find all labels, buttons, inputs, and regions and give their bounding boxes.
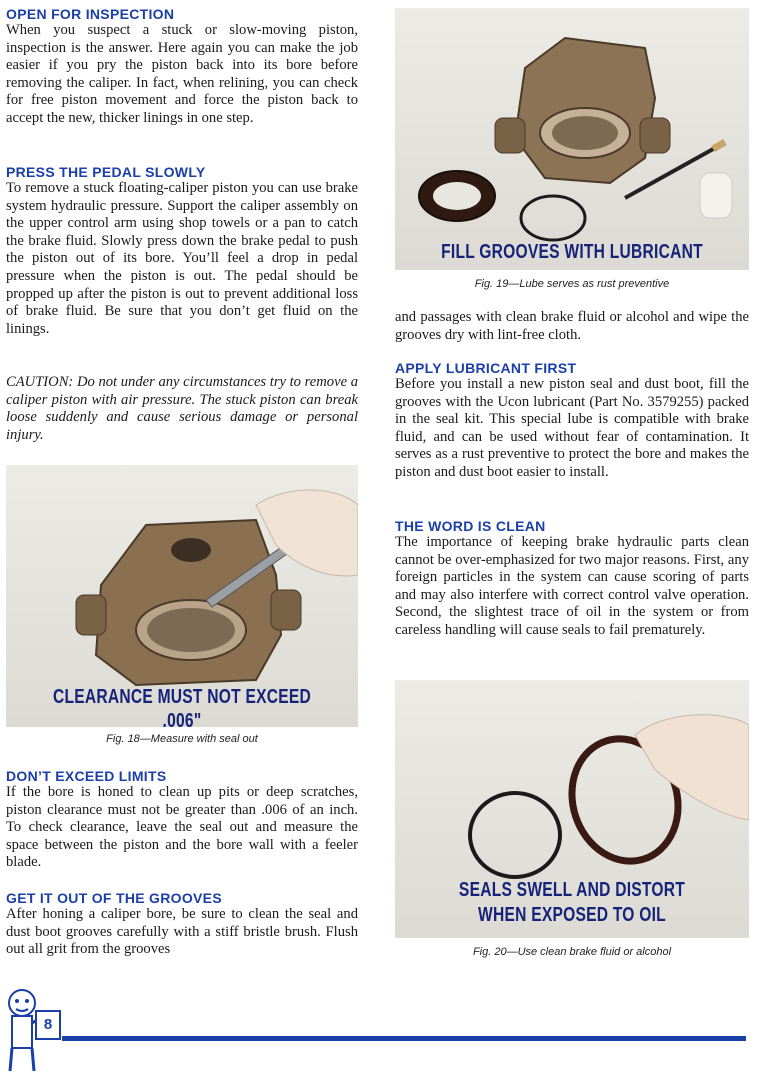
text-caution: CAUTION: Do not under any circumstances try to remove a caliper piston with air pressure. The stuck piston can break loose suddenly and cause serious damage or personal injury. [6, 374, 358, 443]
heading-press-pedal: PRESS THE PEDAL SLOWLY [6, 164, 206, 180]
page-number: 8 [35, 1010, 61, 1040]
text-press-pedal: To remove a stuck floating-caliper piston you can use brake system hydraulic pressure. Support the caliper assembly on the upper control arm using shop towels or a pan to catch the brake fluid. Slowly press down the brake pedal to push the piston out of its bore. You’ll feel a drop in pedal pressure when the piston is out. The pedal should be propped up after the piston is out to prevent additional loss of brake fluid. Be sure that you don’t get fluid on the linings. [6, 180, 358, 337]
text-dont-exceed: If the bore is honed to clean up pits or deep scratches, piston clearance must not be greater than .006 of an inch. To check clearance, leave the seal out and measure the space between the piston and the bore wall with a feeler blade. [6, 784, 358, 871]
section-press-pedal [6, 164, 358, 338]
section-dont-exceed [6, 768, 358, 872]
text-apply-lubricant: Before you install a new piston seal and dust boot, fill the grooves with the Ucon lubricant (Part No. 3579255) packed in the seal kit. This special lube is compatible with brake fluid, and can be used without fear of contamination. It serves as a rust preventive to protect the bore and makes the piston and dust boot easier to install. [395, 376, 749, 480]
section-apply-lubricant [395, 360, 749, 482]
figure-18-title: CLEARANCE MUST NOT EXCEED .006" [52, 686, 312, 727]
text-grooves: After honing a caliper bore, be sure to clean the seal and dust boot grooves carefully with a stiff bristle brush. Flush out all grit from the grooves [6, 906, 358, 958]
figure-18-caption: Fig. 18—Measure with seal out [106, 733, 258, 745]
figure-19-caption: Fig. 19—Lube serves as rust preventive [474, 278, 670, 290]
section-word-clean [395, 518, 749, 640]
text-grooves-continued: and passages with clean brake fluid or alcohol and wipe the grooves dry with lint-free cloth. [395, 309, 749, 343]
section-grooves [6, 890, 358, 959]
figure-18-photo [6, 465, 358, 727]
heading-apply-lubricant: APPLY LUBRICANT FIRST [395, 360, 577, 376]
section-grooves-continued [395, 309, 749, 344]
caliper-lubricant-illustration [395, 8, 749, 270]
figure-20-title-line2: WHEN EXPOSED TO OIL [478, 904, 666, 926]
heading-dont-exceed: DON’T EXCEED LIMITS [6, 768, 167, 784]
text-word-clean: The importance of keeping brake hydraulic parts clean cannot be over-emphasized for two major reasons. First, any foreign particles in the system can cause scoring of parts and may also interfere with correct control valve operation. Second, the slightest trace of oil in the system or from careless handling will cause seals to fail prematurely. [395, 534, 749, 638]
section-open-inspection [6, 6, 358, 128]
figure-19-title: FILL GROOVES WITH LUBRICANT [441, 241, 703, 263]
text-open-inspection: When you suspect a stuck or slow-moving piston, inspection is the answer. Here again you can make the job easier if you pry the piston back into its bore before removing the caliper. In fact, when relining, you can check for free piston movement and force the piston back to accept the new, thicker linings in one step. [6, 22, 358, 126]
figure-20-caption: Fig. 20—Use clean brake fluid or alcohol [472, 946, 672, 958]
footer-rule [62, 1036, 746, 1041]
section-caution [6, 374, 358, 444]
figure-20-title-line1: SEALS SWELL AND DISTORT [458, 879, 686, 901]
heading-word-clean: THE WORD IS CLEAN [395, 518, 546, 534]
heading-grooves: GET IT OUT OF THE GROOVES [6, 890, 222, 906]
figure-19-photo [395, 8, 749, 270]
figure-20-photo [395, 680, 749, 938]
heading-open-inspection: OPEN FOR INSPECTION [6, 6, 175, 22]
